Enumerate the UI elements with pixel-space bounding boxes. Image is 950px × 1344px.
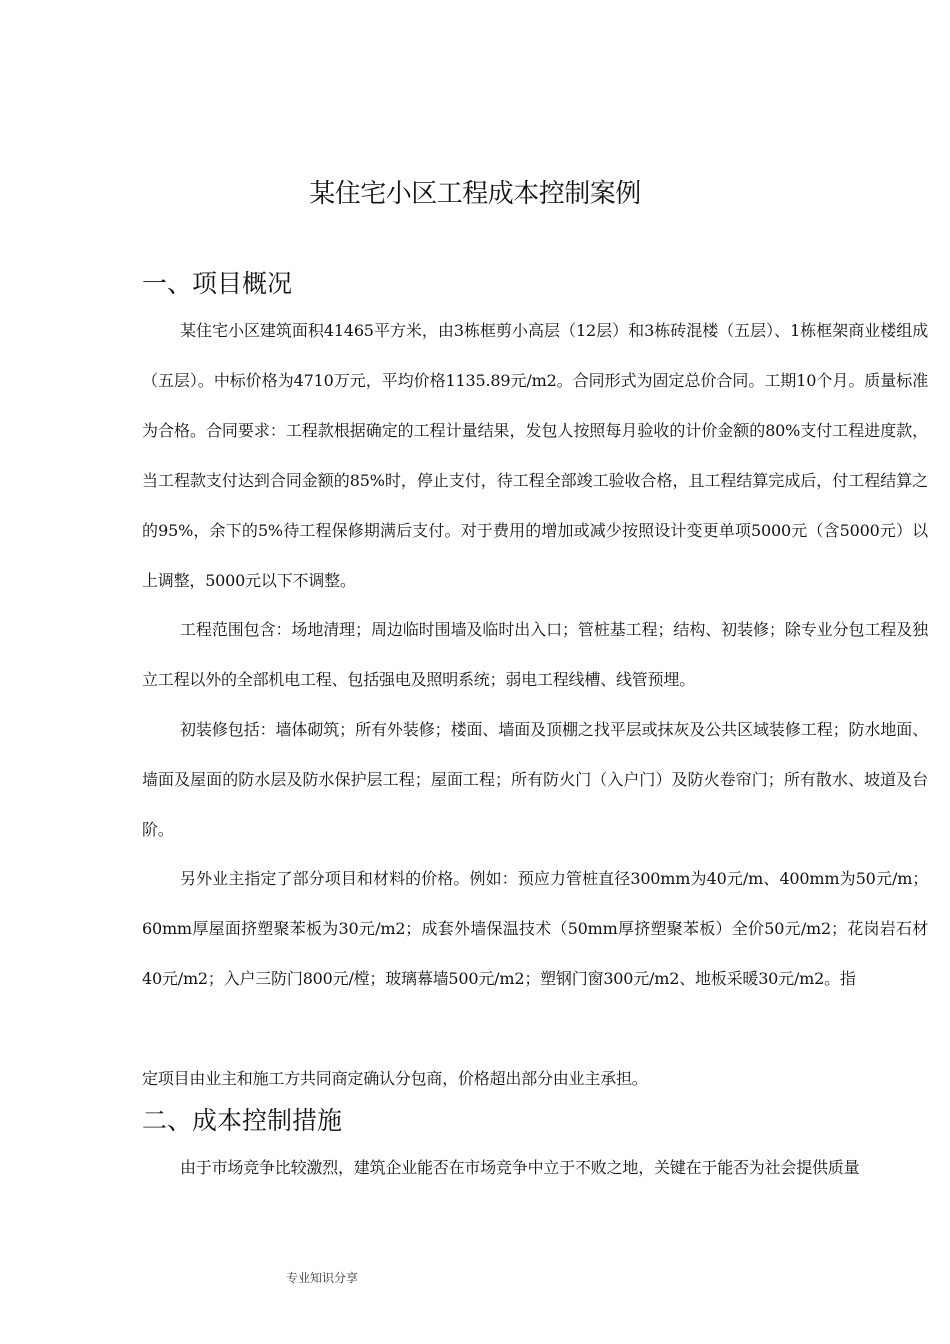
- paragraph-project-overview: 某住宅小区建筑面积41465平方米，由3栋框剪小高层（12层）和3栋砖混楼（五层）、1栋框架商业楼组成（五层）。中标价格为4710万元，平均价格1135.89元/m2。合同形式为固定总价合同。工期10个月。质量标准为合格。合同要求：工程款根据确定的工程计量结果，发包人按照每月验收的计价金额的80%支付工程进度款，当工程款支付达到合同金额的85%时，停止支付，待工程全部竣工验收合格，且工程结算完成后，付工程结算之的95%，余下的5%待工程保修期满后支付。对于费用的增加或减少按照设计变更单项5000元（含5000元）以上调整，5000元以下不调整。: [142, 321, 928, 590]
- page-footer: 专业知识分享: [286, 1271, 359, 1285]
- paragraph-cost-control-intro: 由于市场竞争比较激烈，建筑企业能否在市场竞争中立于不败之地，关键在于能否为社会提供质量: [180, 1158, 860, 1177]
- section-heading-overview: 一、项目概况: [142, 269, 293, 298]
- paragraph-subcontractor-note: 定项目由业主和施工方共同商定确认分包商，价格超出部分由业主承担。: [142, 1069, 648, 1088]
- document-title: 某住宅小区工程成本控制案例: [309, 179, 641, 209]
- paragraph-project-scope: 工程范围包含：场地清理；周边临时围墙及临时出入口；管桩基工程；结构、初装修；除专业分包工程及独立工程以外的全部机电工程、包括强电及照明系统；弱电工程线槽、线管预埋。: [142, 620, 928, 689]
- section-heading-cost-control: 二、成本控制措施: [142, 1106, 343, 1135]
- paragraph-initial-decoration: 初装修包括：墙体砌筑；所有外装修；楼面、墙面及顶棚之找平层或抹灰及公共区域装修工程；防水地面、墙面及屋面的防水层及防水保护层工程；屋面工程；所有防火门（入户门）及防火卷帘门；所有散水、坡道及台阶。: [142, 720, 928, 839]
- paragraph-designated-prices: 另外业主指定了部分项目和材料的价格。例如：预应力管桩直径300mm为40元/m、400mm为50元/m；60mm厚屋面挤塑聚苯板为30元/m2；成套外墙保温技术（50mm厚挤塑聚苯板）全价50元/m2；花岗岩石材40元/m2；入户三防门800元/樘；玻璃幕墙500元/m2；塑钢门窗300元/m2、地板采暖30元/m2。指: [142, 869, 928, 988]
